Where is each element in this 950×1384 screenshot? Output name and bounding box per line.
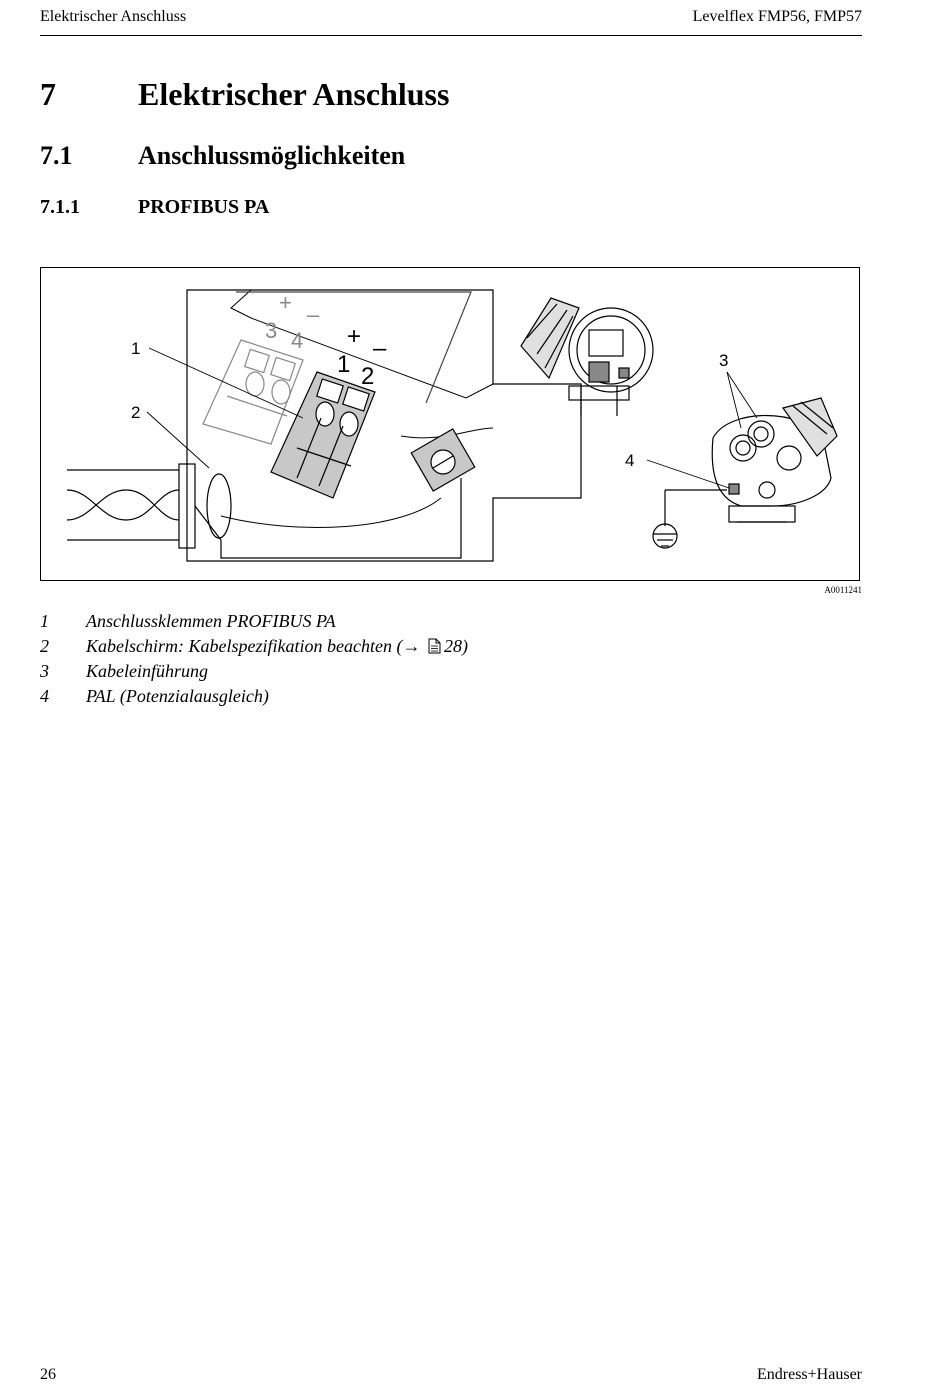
page-number: 26 [40,1366,56,1383]
legend-number: 1 [40,611,49,631]
legend-text: PAL (Potenzialausgleich) [86,686,269,706]
brand-name: Endress+Hauser [757,1366,862,1383]
legend-item [40,686,468,711]
subsection-title: PROFIBUS PA [138,196,270,218]
section-heading [40,141,405,171]
chapter-heading [40,76,449,113]
callout-4: 4 [625,451,635,470]
ground-symbol [653,490,727,548]
legend-text: Anschlussklemmen PROFIBUS PA [86,611,336,631]
subsection-number: 7.1.1 [40,196,80,218]
figure-legend [40,611,468,711]
header-rule [40,35,862,36]
callout-1: 1 [131,339,141,358]
legend-text: Kabeleinführung [86,661,208,681]
terminal-front-minus: – [373,335,387,362]
terminal-top-minus: – [307,302,320,327]
page-reference-icon [428,638,441,654]
section-number: 7.1 [40,141,73,170]
terminal-4-label: 4 [291,328,304,353]
subsection-heading [40,196,269,219]
device-head-side [712,398,837,522]
housing-cutout [187,290,581,561]
section-title: Anschlussmöglichkeiten [138,141,406,170]
terminal-top-plus: + [279,290,292,315]
running-header-section: Elektrischer Anschluss [40,8,187,25]
device-head-top [521,298,653,416]
legend-number: 4 [40,686,49,706]
terminal-2-label: 2 [361,363,375,390]
legend-item [40,611,468,636]
terminal-3-label: 3 [265,318,278,343]
legend-item [40,661,468,686]
wiring-diagram [40,267,860,581]
chapter-number: 7 [40,76,56,112]
legend-text: Kabelschirm: Kabelspezifikation beachten (→ [86,636,421,656]
terminal-block-1-2 [271,372,375,498]
twisted-pair-cable [67,470,179,540]
legend-number: 3 [40,661,49,681]
legend-number: 2 [40,636,49,656]
figure-id: A0011241 [824,585,862,595]
callout-3: 3 [719,351,729,370]
terminal-front-plus: + [347,323,362,350]
legend-item [40,636,468,661]
terminal-1-label: 1 [337,351,351,378]
terminal-block-3-4 [203,340,303,444]
callout-2: 2 [131,403,141,422]
running-header-product: Levelflex FMP56, FMP57 [692,8,862,25]
chapter-title: Elektrischer Anschluss [138,76,450,112]
legend-page-ref[interactable]: 28) [443,636,468,656]
